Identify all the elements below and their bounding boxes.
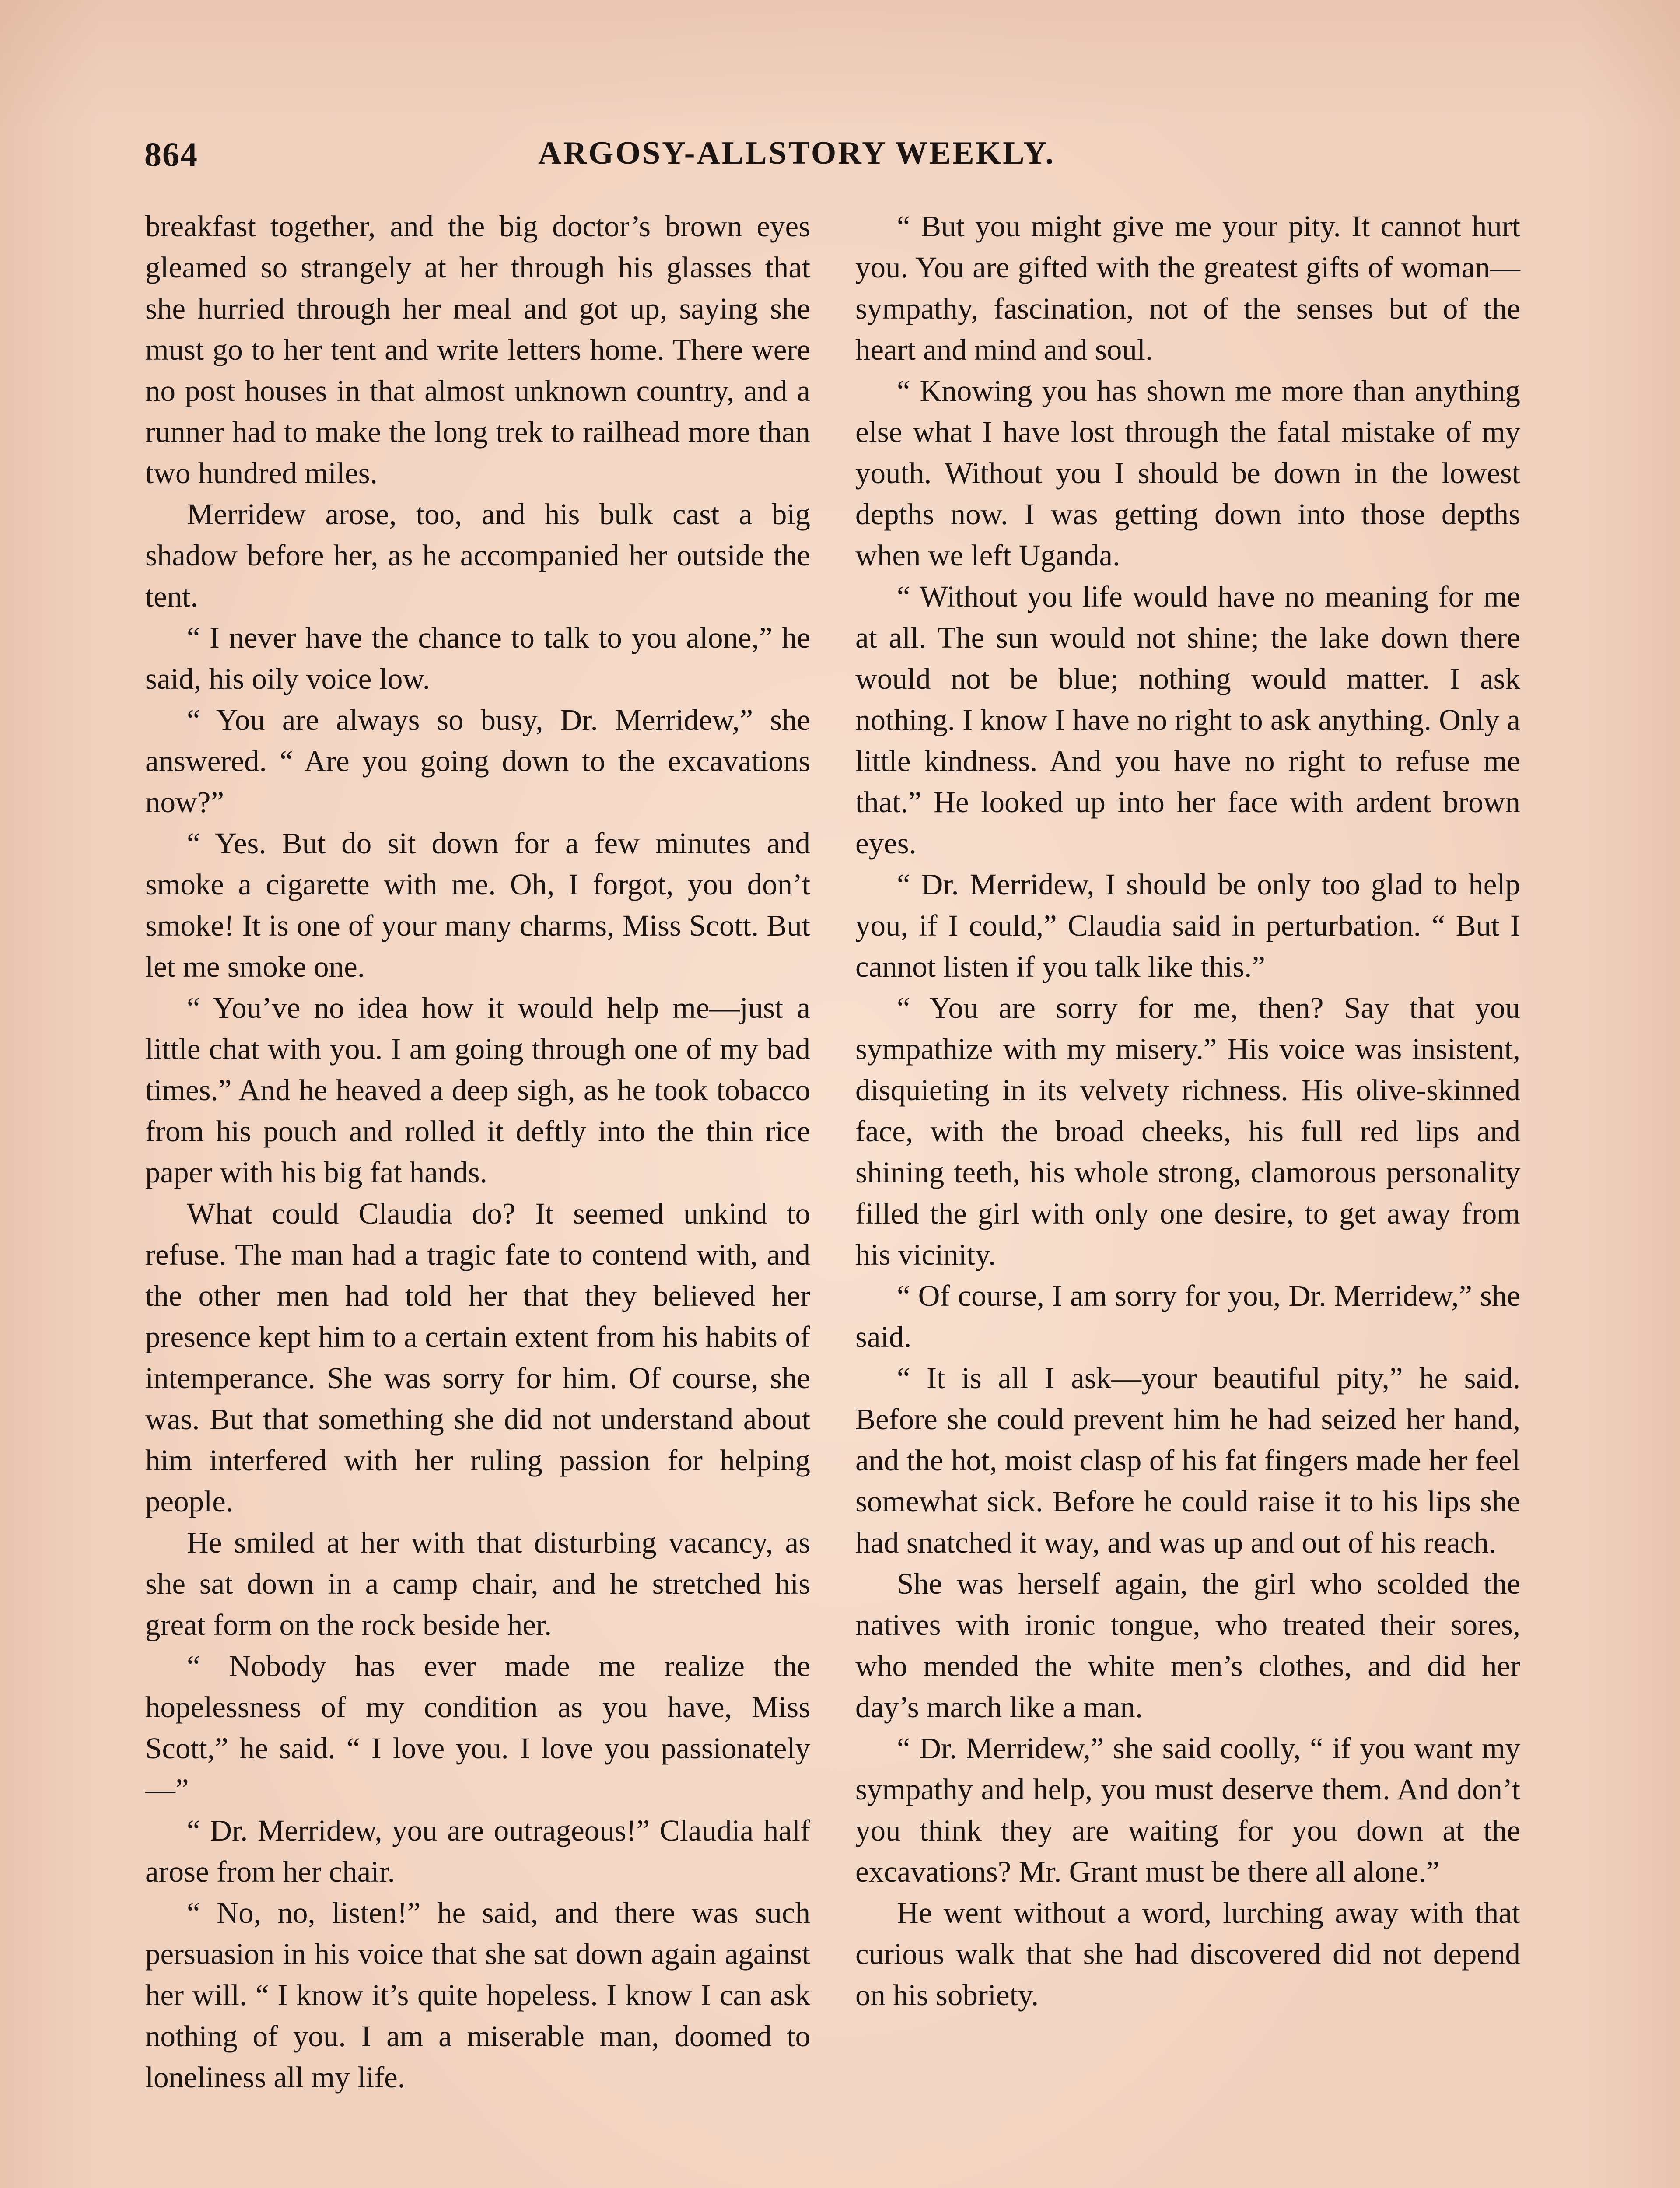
left-column	[145, 206, 810, 2098]
right-column	[855, 206, 1520, 2016]
paragraph: “ Dr. Merridew, I should be only too glad to help you, if I could,” Claudia said in perturbation. “ But I cannot listen if you talk like this.”	[855, 868, 1520, 983]
paragraph: “ Yes. But do sit down for a few minutes and smoke a cigarette with me. Oh, I forgot, you don’t smoke! It is one of your many charms, Miss Scott. But let me smoke one.	[145, 827, 810, 983]
paragraph: “ No, no, listen!” he said, and there was such persuasion in his voice that she sat down again against her will. “ I know it’s quite hopeless. I know I can ask nothing of you. I am a miserable man, doomed to loneliness all my life.	[145, 1896, 810, 2094]
paragraph: “ Dr. Merridew, you are outrageous!” Claudia half arose from her chair.	[145, 1814, 810, 1888]
paragraph: “ You are sorry for me, then? Say that you sympathize with my misery.” His voice was insistent, disquieting in its velvety richness. His olive-skinned face, with the broad cheeks, his full red lips and shining teeth, his whole strong, clamorous personality filled the girl with only one desire, to get away from his vicinity.	[855, 991, 1520, 1271]
paragraph: “ Without you life would have no meaning for me at all. The sun would not shine; the lake down there would not be blue; nothing would matter. I ask nothing. I know I have no right to ask anything. Only a little kindness. And you have no right to refuse me that.” He looked up into her face with ardent brown eyes.	[855, 580, 1520, 860]
paragraph: “ You’ve no idea how it would help me—just a little chat with you. I am going through one of my bad times.” And he heaved a deep sigh, as he took tobacco from his pouch and rolled it deftly into the thin rice paper with his big fat hands.	[145, 991, 810, 1189]
paragraph: “ Knowing you has shown me more than anything else what I have lost through the fatal mistake of my youth. Without you I should be down in the lowest depths now. I was getting down into those depths when we left Uganda.	[855, 374, 1520, 572]
paragraph: “ Nobody has ever made me realize the hopelessness of my condition as you have, Miss Scott,” he said. “ I love you. I love you passionately—”	[145, 1649, 810, 1806]
paragraph: “ I never have the chance to talk to you alone,” he said, his oily voice low.	[145, 621, 810, 695]
paragraph: What could Claudia do? It seemed unkind to refuse. The man had a tragic fate to contend with, and the other men had told her that they believed her presence kept him to a certain extent from his habits of intemperance. She was sorry for him. Of course, she was. But that something she did not understand about him interfered with her ruling passion for helping people.	[145, 1197, 810, 1518]
paragraph: “ But you might give me your pity. It cannot hurt you. You are gifted with the greatest gifts of woman—sympathy, fascination, not of the senses but of the heart and mind and soul.	[855, 210, 1520, 366]
paragraph: “ Dr. Merridew,” she said coolly, “ if you want my sympathy and help, you must deserve them. And don’t you think they are waiting for you down at the excavations? Mr. Grant must be there all alone.”	[855, 1732, 1520, 1888]
paragraph: “ It is all I ask—your beautiful pity,” he said. Before she could prevent him he had seized her hand, and the hot, moist clasp of his fat fingers made her feel somewhat sick. Before he could raise it to his lips she had snatched it way, and was up and out of his reach.	[855, 1361, 1520, 1559]
running-head: ARGOSY-ALLSTORY WEEKLY.	[538, 135, 1056, 171]
paragraph: Merridew arose, too, and his bulk cast a big shadow before her, as he accompanied her outside the tent.	[145, 498, 810, 613]
paragraph: He smiled at her with that disturbing vacancy, as she sat down in a camp chair, and he stretched his great form on the rock beside her.	[145, 1526, 810, 1641]
paragraph: “ Of course, I am sorry for you, Dr. Merridew,” she said.	[855, 1279, 1520, 1353]
paragraph: She was herself again, the girl who scolded the natives with ironic tongue, who treated their sores, who mended the white men’s clothes, and did her day’s march like a man.	[855, 1567, 1520, 1724]
paragraph: He went without a word, lurching away with that curious walk that she had discovered did not depend on his sobriety.	[855, 1896, 1520, 2012]
paragraph: “ You are always so busy, Dr. Merridew,” she answered. “ Are you going down to the excavations now?”	[145, 703, 810, 819]
paragraph: breakfast together, and the big doctor’s brown eyes gleamed so strangely at her through his glasses that she hurried through her meal and got up, saying she must go to her tent and write letters home. There were no post houses in that almost unknown country, and a runner had to make the long trek to railhead more than two hundred miles.	[145, 210, 810, 490]
page-number: 864	[144, 135, 198, 173]
